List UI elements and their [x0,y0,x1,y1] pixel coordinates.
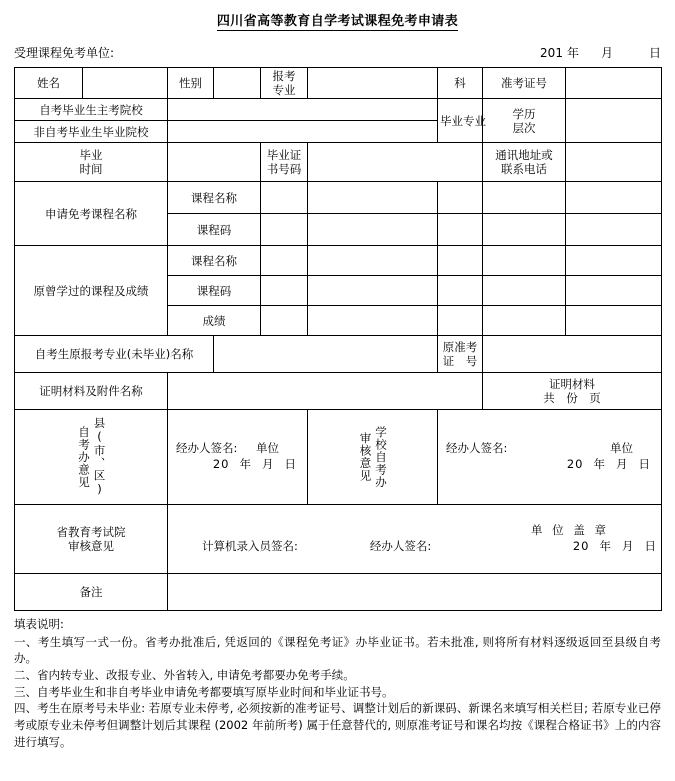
apply-course-code-5[interactable] [566,214,662,246]
original-ticket-label-line2: 证 号 [442,354,478,369]
past-course-code-5[interactable] [566,276,662,306]
graduation-cert-no-value[interactable] [308,143,483,182]
graduation-time-label [15,143,168,182]
apply-major-label [261,68,308,99]
apply-course-name-label: 课程名称 [168,182,261,214]
contact-label [483,143,566,182]
computer-entry-signer-label: 计算机录入员签名: [202,538,298,553]
school-unit-label: 单位 [610,441,633,456]
county-office-opinion-col2: 自考办意见 [77,425,91,489]
table-row-apply-course-name [15,182,662,214]
header-day-unit: 日 [648,46,661,60]
apply-major-value[interactable] [308,68,438,99]
application-form-table [14,67,662,611]
province-opinion-label [15,505,168,574]
county-signer-label: 经办人签名: [176,441,238,456]
proof-count-label-line1: 证明材料 [549,377,595,392]
contact-label-line1: 通讯地址或 [495,148,553,163]
table-row-province-opinion [15,505,662,574]
apply-course-name-4[interactable] [483,182,566,214]
past-course-name-1[interactable] [261,246,308,276]
apply-course-code-4[interactable] [483,214,566,246]
name-label: 姓名 [15,68,83,99]
past-course-code-1[interactable] [261,276,308,306]
original-major-label: 自考生原报考专业(未毕业)名称 [15,336,214,373]
header-line [14,43,661,61]
graduation-major-label: 毕业专业 [438,99,483,143]
county-date-year: 年 [239,457,252,472]
past-course-name-4[interactable] [483,246,566,276]
subject-label: 科 [438,68,483,99]
apply-courses-label: 申请免考课程名称 [15,182,168,246]
self-exam-school-value[interactable] [168,99,438,121]
past-courses-label: 原曾学过的课程及成绩 [15,246,168,336]
province-date-month: 月 [622,538,635,553]
instruction-item-4: 四、考生在原考号未毕业: 若原专业未停考, 必须按新的准考证号、调整计划后的新课码、新课名来填写相关栏目; 若原专业已停考或原专业未停考但调整计划后其课程 (2002 年前所考) 属于任意替代的, 则原准考证号和课名均按《课程合格证书》上的内容进行填写。 [14,701,661,749]
apply-major-label-line1: 报考 [272,69,296,83]
past-course-code-2[interactable] [308,276,438,306]
instructions-title: 填表说明: [14,617,64,632]
gender-label: 性别 [168,68,214,99]
past-course-code-label: 课程码 [168,276,261,306]
non-self-exam-school-label: 非自考毕业生毕业院校 [15,121,168,143]
apply-course-name-5[interactable] [566,182,662,214]
self-exam-school-label: 自考毕业生主考院校 [15,99,168,121]
table-row-self-exam-school [15,99,662,121]
instruction-item-3: 三、自考毕业生和非自考毕业申请免考都要填写原毕业时间和毕业证书号。 [14,684,394,699]
province-stamp-label: 单 位 盖 章 [531,522,609,537]
table-row-remark [15,574,662,611]
apply-course-code-1[interactable] [261,214,308,246]
school-office-signature-cell[interactable] [438,410,662,505]
apply-major-label-line2: 专业 [272,83,296,98]
instruction-item-1: 一、考生填写一式一份。省考办批准后, 凭返回的《课程免考证》办毕业证书。若未批准, 则将所有材料逐级返回至县级自考办。 [14,634,661,666]
province-opinion-label-line2: 审核意见 [68,539,114,554]
school-office-opinion-col2: 审核意见 [358,432,373,483]
county-date-prefix: 20 [212,457,230,472]
province-date-prefix: 20 [572,538,590,553]
table-row-past-course-name [15,246,662,276]
proof-count-label [483,373,662,410]
table-row-graduation [15,143,662,182]
contact-value[interactable] [566,143,662,182]
name-value[interactable] [83,68,168,99]
graduation-time-label-line1: 毕业 [79,148,103,163]
table-row-name [15,68,662,99]
ticket-number-value[interactable] [566,68,662,99]
school-date-day: 日 [638,457,651,472]
ticket-number-label: 准考证号 [483,68,566,99]
past-course-score-4[interactable] [483,306,566,336]
county-office-signature-cell[interactable] [168,410,308,505]
county-date-month: 月 [262,457,275,472]
form-instructions [14,616,661,750]
header-year-unit: 年 [566,46,579,60]
apply-course-name-3[interactable] [438,182,483,214]
education-level-value[interactable] [566,99,662,143]
province-opinion-label-line1: 省教育考试院 [56,525,126,540]
county-unit-label: 单位 [256,441,279,456]
county-office-opinion-label [15,410,168,505]
proof-count-label-line2: 共 份 页 [543,391,601,406]
apply-course-name-2[interactable] [308,182,438,214]
education-level-label-line2: 层次 [512,120,536,135]
past-course-score-5[interactable] [566,306,662,336]
county-date-day: 日 [284,457,297,472]
header-month-unit: 月 [600,46,613,60]
graduation-time-label-line2: 时间 [79,162,103,177]
past-course-code-3[interactable] [438,276,483,306]
province-signature-cell[interactable] [168,505,662,574]
province-date [563,539,661,553]
page-title [14,0,661,31]
graduation-cert-no-label-line1: 毕业证 [266,148,302,163]
past-course-name-3[interactable] [438,246,483,276]
apply-course-code-3[interactable] [438,214,483,246]
past-course-name-2[interactable] [308,246,438,276]
school-signer-label: 经办人签名: [446,441,508,456]
province-date-day: 日 [644,538,657,553]
graduation-time-value[interactable] [168,143,261,182]
contact-label-line2: 联系电话 [501,162,547,177]
apply-course-name-1[interactable] [261,182,308,214]
instruction-item-2: 二、省内转专业、改报专业、外省转入, 申请免考都要办免考手续。 [14,668,355,683]
past-course-score-3[interactable] [438,306,483,336]
school-office-opinion-label [308,410,438,505]
original-ticket-label-line1: 原准考 [442,340,478,355]
school-date-month: 月 [616,457,629,472]
page-title-text: 四川省高等教育自学考试课程免考申请表 [216,14,459,29]
past-course-score-2[interactable] [308,306,438,336]
graduation-cert-no-label-line2: 书号码 [266,162,302,177]
apply-course-code-2[interactable] [308,214,438,246]
remark-value[interactable] [168,574,662,611]
education-level-label [483,99,566,143]
school-office-opinion-col1: 学校自考办 [374,425,388,489]
table-row-original-major [15,336,662,373]
header-date [540,44,661,61]
table-row-opinions [15,410,662,505]
original-ticket-label [438,336,483,373]
table-row-proof-materials [15,373,662,410]
apply-course-code-label: 课程码 [168,214,261,246]
education-level-label-line1: 学历 [512,106,536,121]
non-self-exam-school-value[interactable] [168,121,438,143]
proof-materials-value[interactable] [168,373,483,410]
county-office-opinion-col1: 县(市、区) [92,417,107,498]
gender-value[interactable] [214,68,261,99]
proof-materials-label: 证明材料及附件名称 [15,373,168,410]
past-course-name-label: 课程名称 [168,246,261,276]
past-course-name-5[interactable] [566,246,662,276]
past-course-score-1[interactable] [261,306,308,336]
province-date-year: 年 [599,538,612,553]
province-signer-label: 经办人签名: [369,538,432,553]
original-ticket-value[interactable] [483,336,662,373]
past-course-code-4[interactable] [483,276,566,306]
past-course-score-label: 成绩 [168,306,261,336]
school-date-year: 年 [593,457,606,472]
remark-label: 备注 [15,574,168,611]
graduation-cert-no-label [261,143,308,182]
header-year-prefix: 201 [540,46,563,60]
accept-unit-label: 受理课程免考单位: [14,46,115,60]
school-date-prefix: 20 [566,457,584,472]
original-major-value[interactable] [214,336,438,373]
